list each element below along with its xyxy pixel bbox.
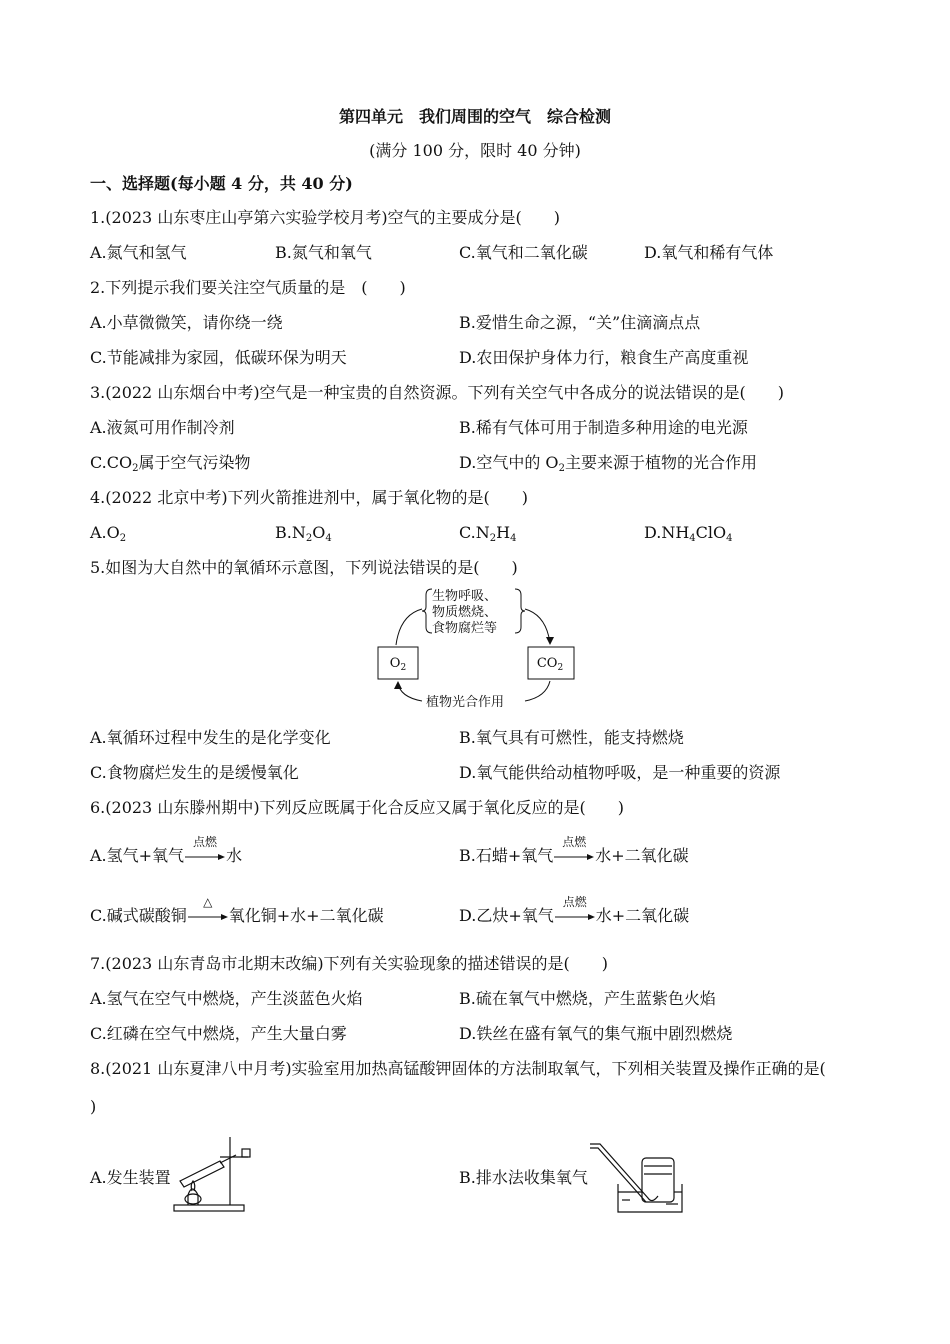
reaction-arrow: 点燃 bbox=[554, 906, 596, 926]
q1-option-b: B.氮气和氧气 bbox=[275, 243, 372, 262]
question-8-stem-end: ) bbox=[90, 1097, 97, 1116]
q2-option-b: B.爱惜生命之源，“关”住滴滴点点 bbox=[459, 313, 701, 332]
q2-option-a: A.小草微微笑，请你绕一绕 bbox=[90, 313, 283, 332]
page-title: 第四单元 我们周围的空气 综合检测 bbox=[338, 107, 611, 126]
q3-option-d: D.空气中的 $O_2$主要来源于植物的光合作用 bbox=[459, 453, 757, 474]
q3-option-a: A.液氮可用作制冷剂 bbox=[90, 418, 235, 437]
q1-option-d: D.氧气和稀有气体 bbox=[644, 243, 774, 262]
diagram-top-line-2: 物质燃烧、 bbox=[432, 605, 498, 620]
question-2-stem: 2.下列提示我们要关注空气质量的是 ( ) bbox=[90, 278, 406, 297]
q4-option-a: $A.O_2$ bbox=[90, 523, 127, 544]
q7-option-b: B.硫在氧气中燃烧，产生蓝紫色火焰 bbox=[459, 989, 716, 1008]
diagram-o2-box: $O_2$ bbox=[389, 656, 407, 673]
question-1-stem: 1.(2023 山东枣庄山亭第六实验学校月考)空气的主要成分是( ) bbox=[90, 208, 561, 227]
q1-option-c: C.氧气和二氧化碳 bbox=[459, 243, 588, 262]
section-heading: 一、选择题(每小题 4 分，共 40 分) bbox=[90, 174, 353, 193]
q5-option-a: A.氧循环过程中发生的是化学变化 bbox=[90, 728, 331, 747]
reaction-arrow: 点燃 bbox=[553, 846, 595, 866]
q6-option-a: A.氢气+氧气 点燃 水 bbox=[90, 835, 243, 865]
q6-option-b: B.石蜡+氧气 点燃 水+二氧化碳 bbox=[459, 835, 689, 865]
q3-option-b: B.稀有气体可用于制造多种用途的电光源 bbox=[459, 418, 748, 437]
water-collection-illustration bbox=[586, 1138, 686, 1218]
q2-option-d: D.农田保护身体力行，粮食生产高度重视 bbox=[459, 348, 749, 367]
question-4-stem: 4.(2022 北京中考)下列火箭推进剂中，属于氧化物的是( ) bbox=[90, 488, 529, 507]
q8-option-a: A.发生装置 bbox=[90, 1168, 171, 1187]
oxygen-cycle-diagram bbox=[370, 585, 580, 715]
diagram-co2-box: $CO_2$ bbox=[536, 656, 564, 673]
diagram-top-line-3: 食物腐烂等 bbox=[432, 621, 498, 636]
diagram-top-line-1: 生物呼吸、 bbox=[432, 589, 498, 604]
question-5-stem: 5.如图为大自然中的氧循环示意图，下列说法错误的是( ) bbox=[90, 558, 518, 577]
page-subtitle: (满分 100 分，限时 40 分钟) bbox=[369, 141, 581, 160]
q7-option-c: C.红磷在空气中燃烧，产生大量白雾 bbox=[90, 1024, 347, 1043]
q3-option-c: $C.CO_2$属于空气污染物 bbox=[90, 453, 251, 474]
question-6-stem: 6.(2023 山东滕州期中)下列反应既属于化合反应又属于氧化反应的是( ) bbox=[90, 798, 625, 817]
q1-option-a: A.氮气和氢气 bbox=[90, 243, 187, 262]
question-7-stem: 7.(2023 山东青岛市北期末改编)下列有关实验现象的描述错误的是( ) bbox=[90, 954, 609, 973]
q5-option-d: D.氧气能供给动植物呼吸，是一种重要的资源 bbox=[459, 763, 781, 782]
q4-option-d: $D.NH_4ClO_4$ bbox=[644, 523, 733, 544]
q4-option-c: $C.N_2H_4$ bbox=[459, 523, 517, 544]
q6-option-d: D.乙炔+氧气 点燃 水+二氧化碳 bbox=[459, 895, 690, 925]
q8-option-b: B.排水法收集氧气 bbox=[459, 1168, 588, 1187]
q7-option-a: A.氢气在空气中燃烧，产生淡蓝色火焰 bbox=[90, 989, 363, 1008]
q5-option-b: B.氧气具有可燃性，能支持燃烧 bbox=[459, 728, 684, 747]
q5-option-c: C.食物腐烂发生的是缓慢氧化 bbox=[90, 763, 299, 782]
q4-option-b: $B.N_2O_4$ bbox=[275, 523, 332, 544]
reaction-arrow: △ bbox=[187, 906, 229, 926]
reaction-arrow: 点燃 bbox=[184, 846, 226, 866]
q6-option-c: C.碱式碳酸铜 △ 氧化铜+水+二氧化碳 bbox=[90, 895, 384, 925]
heating-apparatus-illustration bbox=[170, 1135, 260, 1215]
q7-option-d: D.铁丝在盛有氧气的集气瓶中剧烈燃烧 bbox=[459, 1024, 733, 1043]
question-8-stem: 8.(2021 山东夏津八中月考)实验室用加热高锰酸钾固体的方法制取氧气，下列相关装置及操作正确的是( bbox=[90, 1059, 826, 1078]
question-3-stem: 3.(2022 山东烟台中考)空气是一种宝贵的自然资源。下列有关空气中各成分的说法错误的是( ) bbox=[90, 383, 785, 402]
q2-option-c: C.节能减排为家园，低碳环保为明天 bbox=[90, 348, 347, 367]
diagram-bottom-label: 植物光合作用 bbox=[426, 695, 505, 710]
